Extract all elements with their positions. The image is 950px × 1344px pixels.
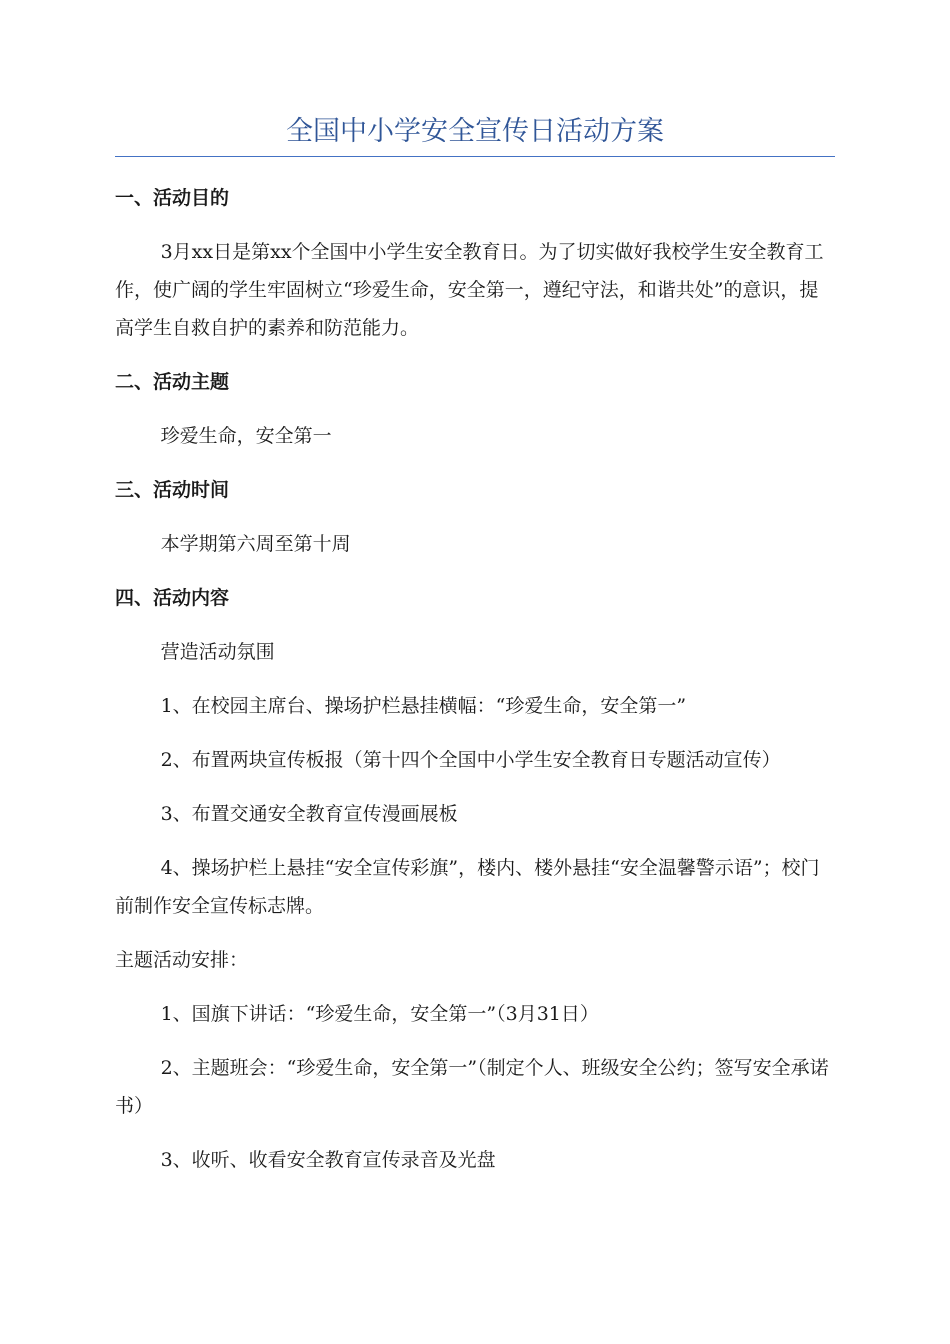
section-heading-purpose: 一、活动目的 [115,187,230,209]
theme-activities-heading: 主题活动安排： [115,949,249,971]
purpose-paragraph: 3月xx日是第xx个全国中小学生安全教育日。为了切实做好我校学生安全教育工作，使广阔的学生牢固树立“珍爱生命，安全第一，遵纪守法，和谐共处”的意识，提高学生自救自护的素养和防范能力。 [115,241,824,339]
content-item-3: 3、布置交通安全教育宣传漫画展板 [160,803,458,825]
content-subheading: 营造活动氛围 [160,641,275,663]
content-item-4: 4、操场护栏上悬挂“安全宣传彩旗”，楼内、楼外悬挂“安全温馨警示语”；校门前制作安全宣传标志牌。 [115,857,820,917]
document-page [115,108,835,1179]
section-heading-content: 四、活动内容 [115,587,230,609]
theme-activity-2: 2、主题班会：“珍爱生命，安全第一”（制定个人、班级安全公约；签写安全承诺书） [115,1057,829,1117]
theme-activity-3: 3、收听、收看安全教育宣传录音及光盘 [160,1149,496,1171]
theme-paragraph: 珍爱生命，安全第一 [160,425,332,447]
content-item-2: 2、布置两块宣传板报（第十四个全国中小学生安全教育日专题活动宣传） [160,749,781,771]
content-item-1: 1、在校园主席台、操场护栏悬挂横幅：“珍爱生命，安全第一” [160,695,687,717]
time-paragraph: 本学期第六周至第十周 [160,533,351,555]
section-heading-theme: 二、活动主题 [115,371,230,393]
document-title: 全国中小学安全宣传日活动方案 [286,116,664,147]
section-heading-time: 三、活动时间 [115,479,230,501]
theme-activity-1: 1、国旗下讲话：“珍爱生命，安全第一”（3月31日） [160,1003,599,1025]
